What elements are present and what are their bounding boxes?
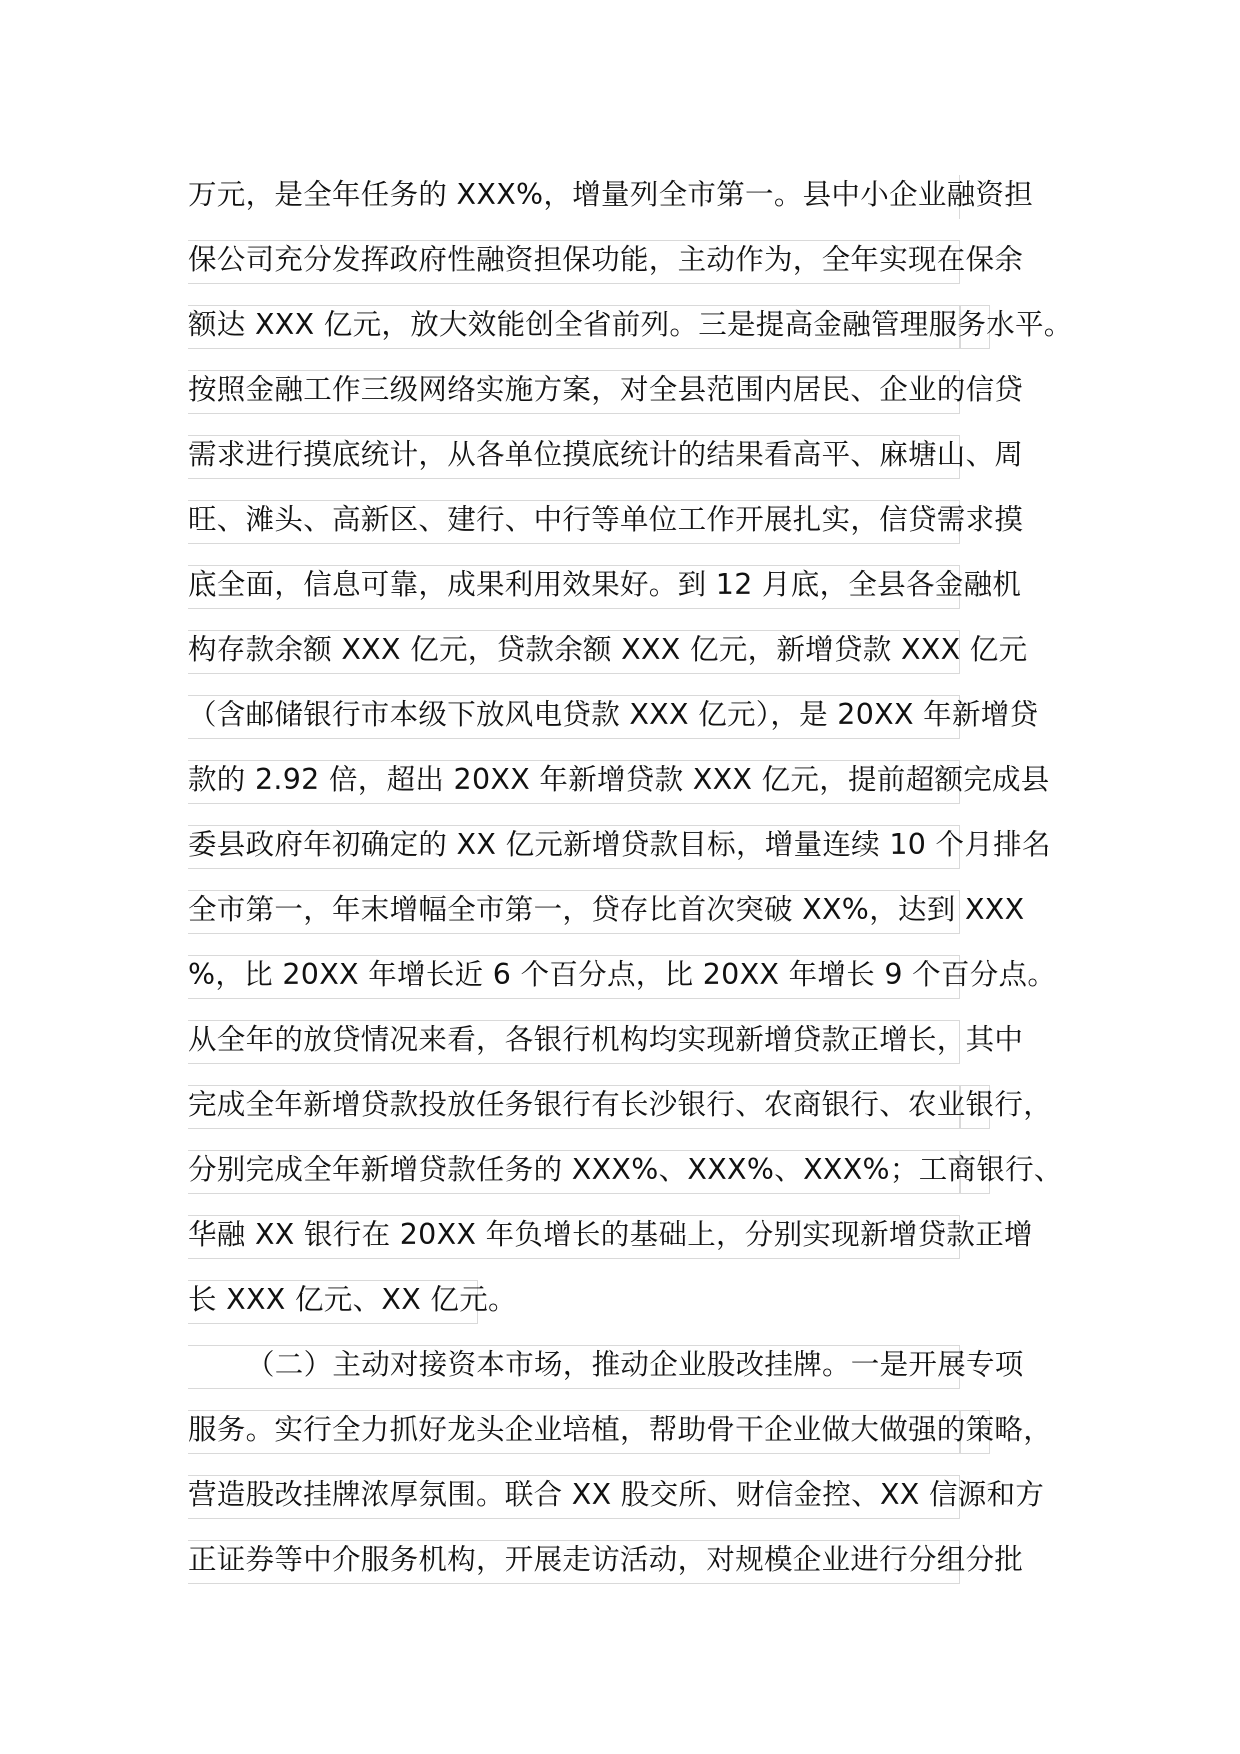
- text-line: [188, 617, 1088, 682]
- text-line: [188, 487, 1088, 552]
- line-text: 华融 XX 银行在 20XX 年负增长的基础上，分别实现新增贷款正增: [188, 1218, 1033, 1251]
- text-line: [188, 877, 1088, 942]
- line-text: 分别完成全年新增贷款任务的 XXX%、XXX%、XXX%；工商银行、: [188, 1153, 1063, 1186]
- line-text: 从全年的放贷情况来看，各银行机构均实现新增贷款正增长，其中: [188, 1023, 1024, 1056]
- line-text: 旺、滩头、高新区、建行、中行等单位工作开展扎实，信贷需求摸: [188, 503, 1024, 536]
- line-text: 款的 2.92 倍，超出 20XX 年新增贷款 XXX 亿元，提前超额完成县: [188, 763, 1050, 796]
- text-line: [188, 1137, 1088, 1202]
- text-line: [188, 1462, 1088, 1527]
- text-line: [188, 422, 1088, 487]
- text-line: [188, 357, 1088, 422]
- line-text: 额达 XXX 亿元，放大效能创全省前列。三是提高金融管理服务水平。: [188, 308, 1073, 341]
- line-text: %，比 20XX 年增长近 6 个百分点，比 20XX 年增长 9 个百分点。: [188, 958, 1057, 991]
- text-line: [188, 1332, 1088, 1397]
- text-line: [188, 812, 1088, 877]
- text-line: [188, 1202, 1088, 1267]
- text-line: [188, 1072, 1088, 1137]
- text-line: [188, 747, 1088, 812]
- line-text: 长 XXX 亿元、XX 亿元。: [188, 1283, 517, 1316]
- line-text: 保公司充分发挥政府性融资担保功能，主动作为，全年实现在保余: [188, 243, 1024, 276]
- text-line: [188, 292, 1088, 357]
- text-line: [188, 1007, 1088, 1072]
- text-line: [188, 552, 1088, 617]
- line-text: 底全面，信息可靠，成果利用效果好。到 12 月底，全县各金融机: [188, 568, 1022, 601]
- line-text: 需求进行摸底统计，从各单位摸底统计的结果看高平、麻塘山、周: [188, 438, 1024, 471]
- line-text: 服务。实行全力抓好龙头企业培植，帮助骨干企业做大做强的策略，: [188, 1413, 1053, 1446]
- line-text: 完成全年新增贷款投放任务银行有长沙银行、农商银行、农业银行，: [188, 1088, 1053, 1121]
- line-text: 按照金融工作三级网络实施方案，对全县范围内居民、企业的信贷: [188, 373, 1024, 406]
- text-line: [188, 162, 1088, 227]
- text-line: [188, 1527, 1088, 1592]
- text-line: [188, 227, 1088, 292]
- line-text: （含邮储银行市本级下放风电贷款 XXX 亿元），是 20XX 年新增贷: [188, 698, 1039, 731]
- text-line: [188, 682, 1088, 747]
- text-line: [188, 1267, 1088, 1332]
- line-text: 营造股改挂牌浓厚氛围。联合 XX 股交所、财信金控、XX 信源和方: [188, 1478, 1045, 1511]
- text-line: [188, 942, 1088, 1007]
- body-text: [188, 162, 1088, 1592]
- line-text: 全市第一，年末增幅全市第一，贷存比首次突破 XX%，达到 XXX: [188, 893, 1025, 926]
- text-line: [188, 1397, 1088, 1462]
- line-text: （二）主动对接资本市场，推动企业股改挂牌。一是开展专项: [246, 1348, 1024, 1381]
- line-text: 构存款余额 XXX 亿元，贷款余额 XXX 亿元，新增贷款 XXX 亿元: [188, 633, 1028, 666]
- line-text: 万元，是全年任务的 XXX%，增量列全市第一。县中小企业融资担: [188, 178, 1034, 211]
- line-text: 委县政府年初确定的 XX 亿元新增贷款目标，增量连续 10 个月排名: [188, 828, 1051, 861]
- line-text: 正证券等中介服务机构，开展走访活动，对规模企业进行分组分批: [188, 1543, 1024, 1576]
